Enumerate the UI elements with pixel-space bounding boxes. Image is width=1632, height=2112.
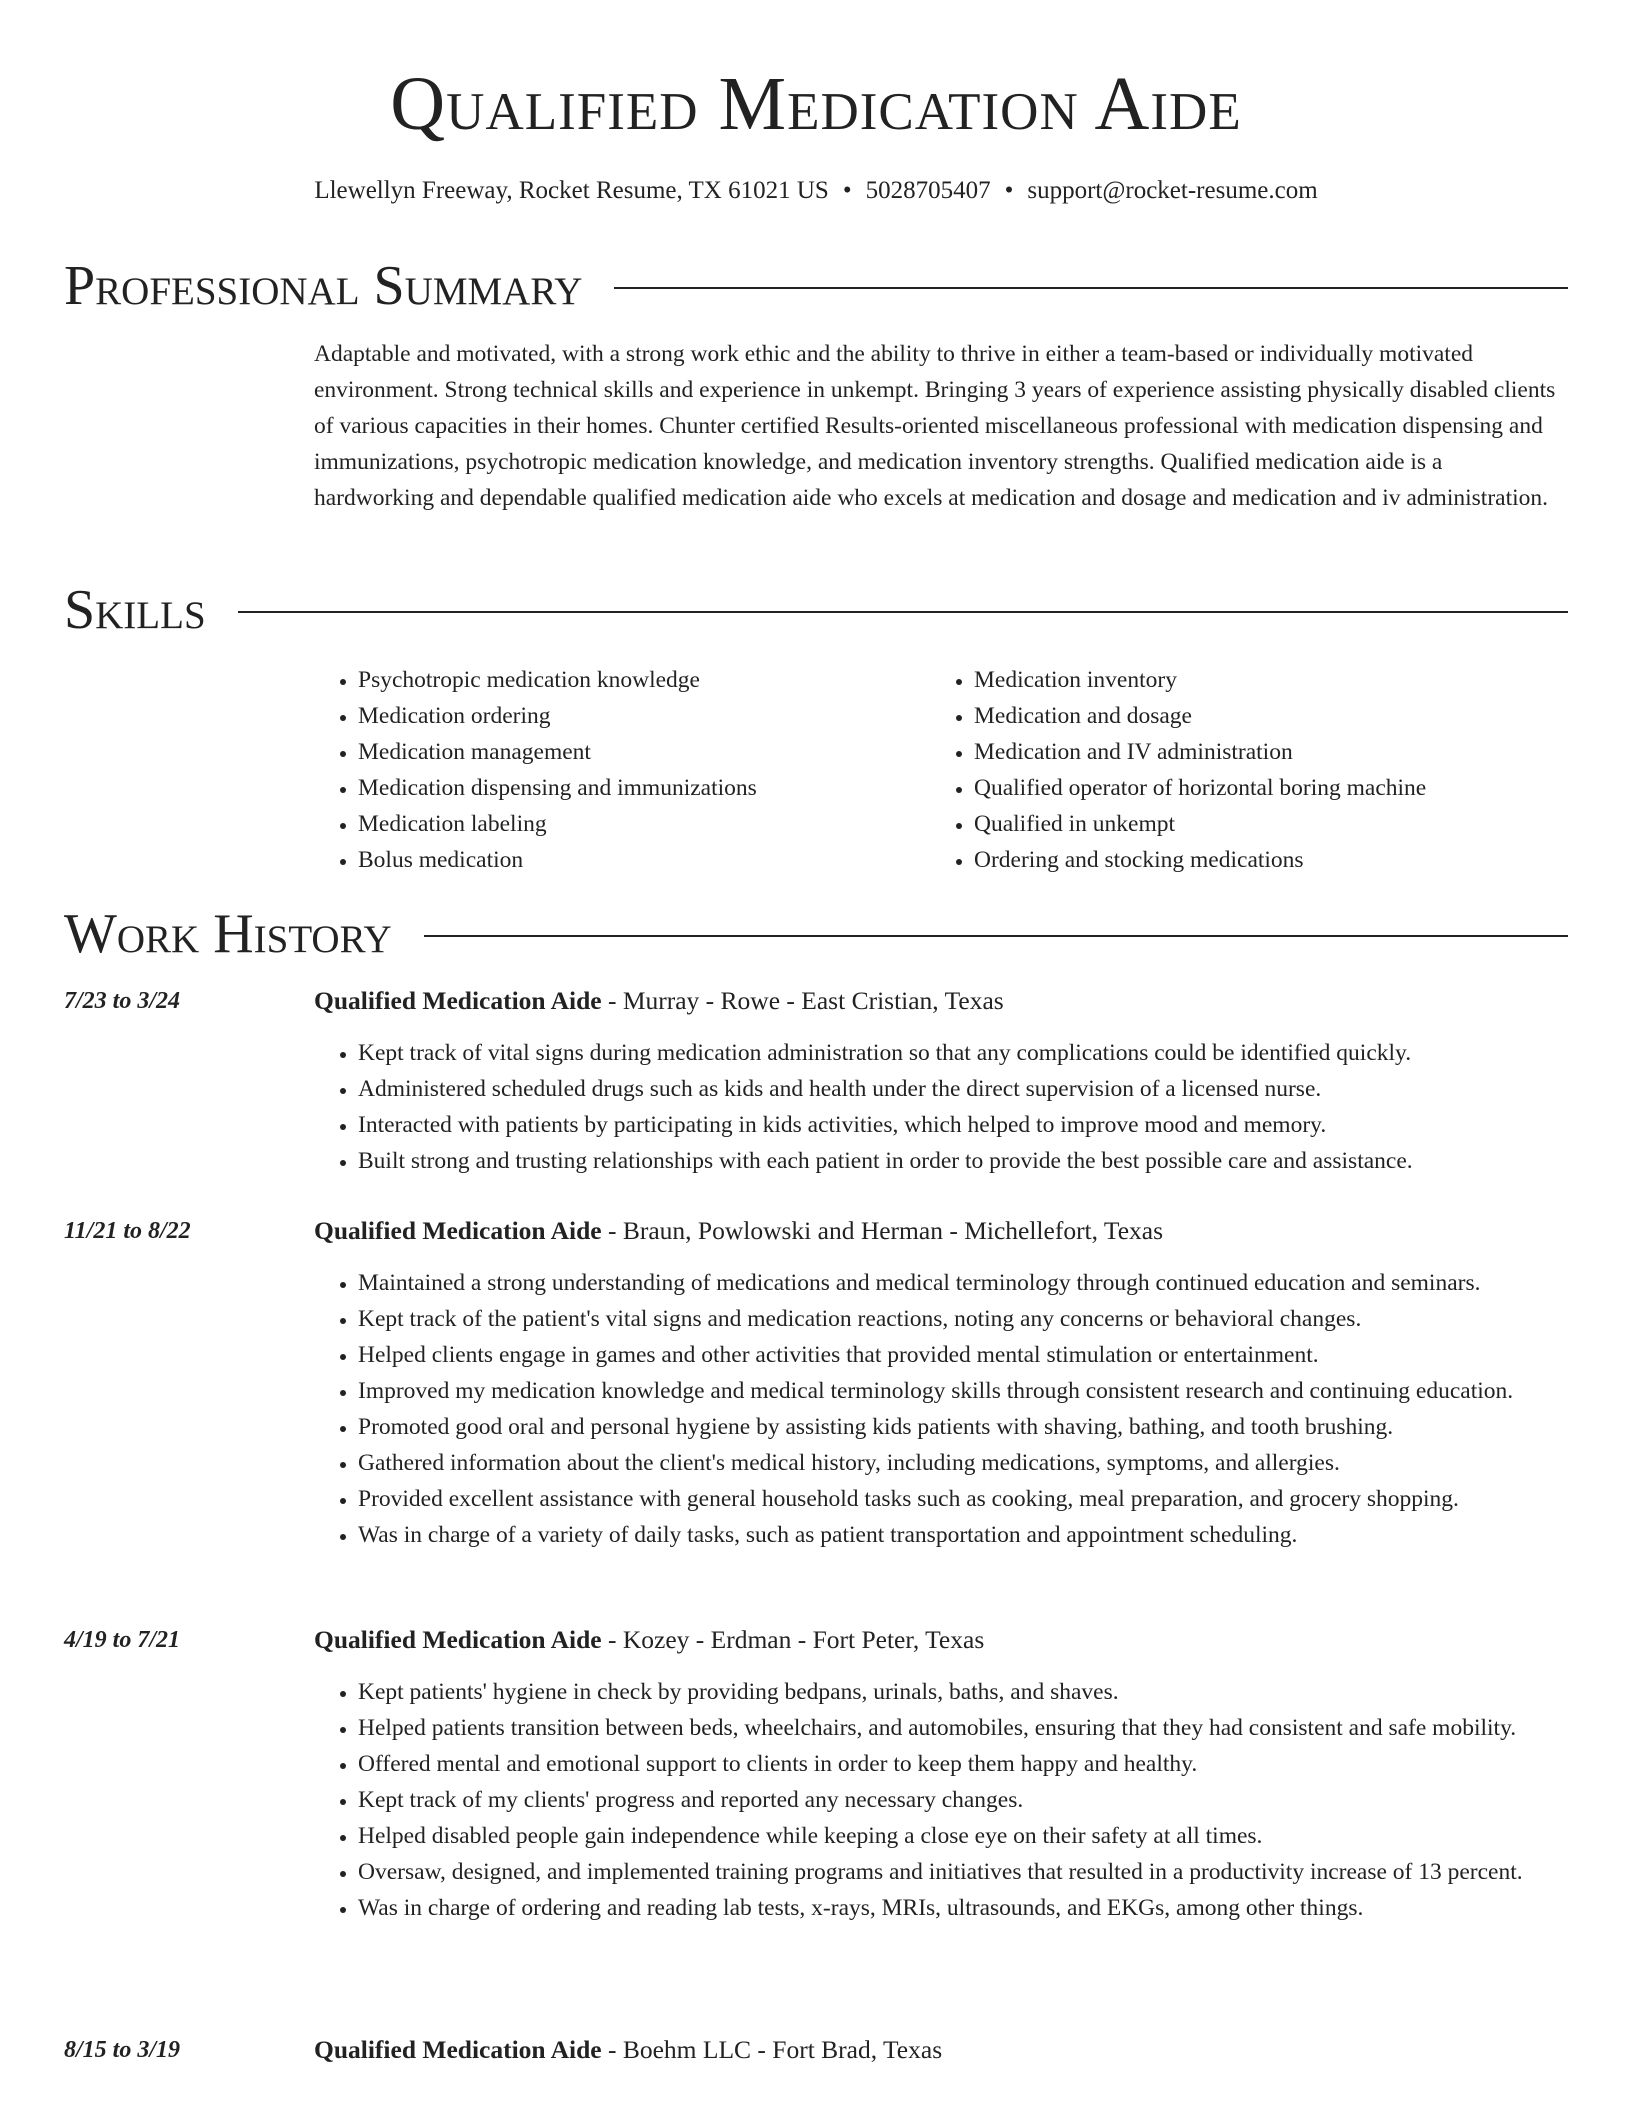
job-title-line	[314, 1622, 984, 1658]
job-bullet: • Helped clients engage in games and other activities that provided mental stimulation or entertainment.	[358, 1337, 1568, 1373]
skills-heading: Skills	[64, 579, 206, 641]
job-title: Qualified Medication Aide	[314, 1625, 602, 1654]
contact-address: Llewellyn Freeway, Rocket Resume, TX 61021 US	[314, 177, 829, 204]
contact-phone: 5028705407	[865, 177, 991, 204]
job-dates: 4/19 to 7/21	[64, 1627, 181, 1653]
summary-text: Adaptable and motivated, with a strong work ethic and the ability to thrive in either a team-based or individually motivated environment. Strong technical skills and experience in unkempt. Bringing 3 years of experience assisting physically disabled clients of various capacities in their homes. Chunter certified Results-oriented miscellaneous professional with medication dispensing and immunizations, psychotropic medication knowledge, and medication inventory strengths. Qualified medication aide is a hardworking and dependable qualified medication aide who excels at medication and dosage and medication and iv administration.	[314, 341, 1556, 511]
job-bullet: • Kept patients' hygiene in check by providing bedpans, urinals, baths, and shaves.	[358, 1674, 1568, 1710]
contact-email: support@rocket-resume.com	[1027, 177, 1318, 204]
job-bullet: • Kept track of the patient's vital signs and medication reactions, noting any concerns or behavioral changes.	[358, 1301, 1568, 1337]
skill-item: • Medication management	[358, 734, 930, 770]
job-bullet: • Gathered information about the client's medical history, including medications, symptoms, and allergies.	[358, 1445, 1568, 1481]
resume-name: Qualified Medication Aide	[390, 62, 1242, 146]
work-heading: Work History	[64, 903, 392, 965]
job-employer: - Kozey - Erdman - Fort Peter, Texas	[601, 1625, 985, 1654]
job-title-line	[314, 1213, 1163, 1249]
skill-item: • Medication dispensing and immunizations	[358, 770, 930, 806]
skills-list	[314, 662, 1566, 878]
skill-item: • Medication ordering	[358, 698, 930, 734]
skill-item: • Medication labeling	[358, 806, 930, 842]
job-bullet: • Built strong and trusting relationships with each patient in order to provide the best possible care and assistance.	[358, 1143, 1568, 1179]
job-bullet: • Promoted good oral and personal hygiene by assisting kids patients with shaving, bathing, and tooth brushing.	[358, 1409, 1568, 1445]
job-bullet: • Helped disabled people gain independence while keeping a close eye on their safety at all times.	[358, 1818, 1568, 1854]
skills-column-right	[930, 662, 1546, 878]
skill-item: • Medication and IV administration	[974, 734, 1546, 770]
section-divider	[614, 287, 1568, 289]
job-bullet: • Was in charge of ordering and reading lab tests, x-rays, MRIs, ultrasounds, and EKGs, among other things.	[358, 1890, 1568, 1926]
skill-item: • Medication and dosage	[974, 698, 1546, 734]
job-bullet: • Improved my medication knowledge and medical terminology skills through consistent research and continuing education.	[358, 1373, 1568, 1409]
work-section-header	[64, 902, 1568, 966]
job-employer: - Boehm LLC - Fort Brad, Texas	[601, 2035, 943, 2064]
job-title: Qualified Medication Aide	[314, 1216, 602, 1245]
job-bullet: • Was in charge of a variety of daily tasks, such as patient transportation and appointment scheduling.	[358, 1517, 1568, 1553]
job-bullet: • Kept track of vital signs during medication administration so that any complications could be identified quickly.	[358, 1035, 1568, 1071]
job-bullet: • Oversaw, designed, and implemented training programs and initiatives that resulted in a productivity increase of 13 percent.	[358, 1854, 1568, 1890]
job-title: Qualified Medication Aide	[314, 986, 602, 1015]
skills-section-header	[64, 578, 1568, 642]
skill-item: • Qualified in unkempt	[974, 806, 1546, 842]
job-bullet: • Provided excellent assistance with general household tasks such as cooking, meal preparation, and grocery shopping.	[358, 1481, 1568, 1517]
skill-item: • Psychotropic medication knowledge	[358, 662, 930, 698]
job-employer: - Murray - Rowe - East Cristian, Texas	[601, 986, 1004, 1015]
skills-column-left	[314, 662, 930, 878]
skill-item: • Medication inventory	[974, 662, 1546, 698]
summary-section-header	[64, 254, 1568, 318]
job-dates: 8/15 to 3/19	[64, 2037, 181, 2063]
job-bullet: • Maintained a strong understanding of medications and medical terminology through continued education and seminars.	[358, 1265, 1568, 1301]
job-title: Qualified Medication Aide	[314, 2035, 602, 2064]
contact-separator: •	[1004, 177, 1014, 204]
skill-item: • Bolus medication	[358, 842, 930, 878]
summary-heading: Professional Summary	[64, 255, 583, 317]
contact-line	[0, 174, 1632, 208]
job-bullets	[314, 1035, 1568, 1179]
job-bullet: • Interacted with patients by participating in kids activities, which helped to improve mood and memory.	[358, 1107, 1568, 1143]
job-bullet: • Administered scheduled drugs such as kids and health under the direct supervision of a licensed nurse.	[358, 1071, 1568, 1107]
job-bullet: • Helped patients transition between beds, wheelchairs, and automobiles, ensuring that they had consistent and safe mobility.	[358, 1710, 1568, 1746]
job-bullet: • Offered mental and emotional support to clients in order to keep them happy and healthy.	[358, 1746, 1568, 1782]
job-dates: 11/21 to 8/22	[64, 1218, 191, 1244]
job-bullets	[314, 1265, 1568, 1553]
job-dates: 7/23 to 3/24	[64, 988, 181, 1014]
job-bullet: • Kept track of my clients' progress and reported any necessary changes.	[358, 1782, 1568, 1818]
job-title-line	[314, 983, 1004, 1019]
job-employer: - Braun, Powlowski and Herman - Michellefort, Texas	[601, 1216, 1164, 1245]
section-divider	[238, 611, 1568, 613]
skill-item: • Ordering and stocking medications	[974, 842, 1546, 878]
job-title-line	[314, 2032, 942, 2068]
contact-separator: •	[842, 177, 852, 204]
job-bullets	[314, 1674, 1568, 1926]
skill-item: • Qualified operator of horizontal boring machine	[974, 770, 1546, 806]
section-divider	[424, 935, 1568, 937]
